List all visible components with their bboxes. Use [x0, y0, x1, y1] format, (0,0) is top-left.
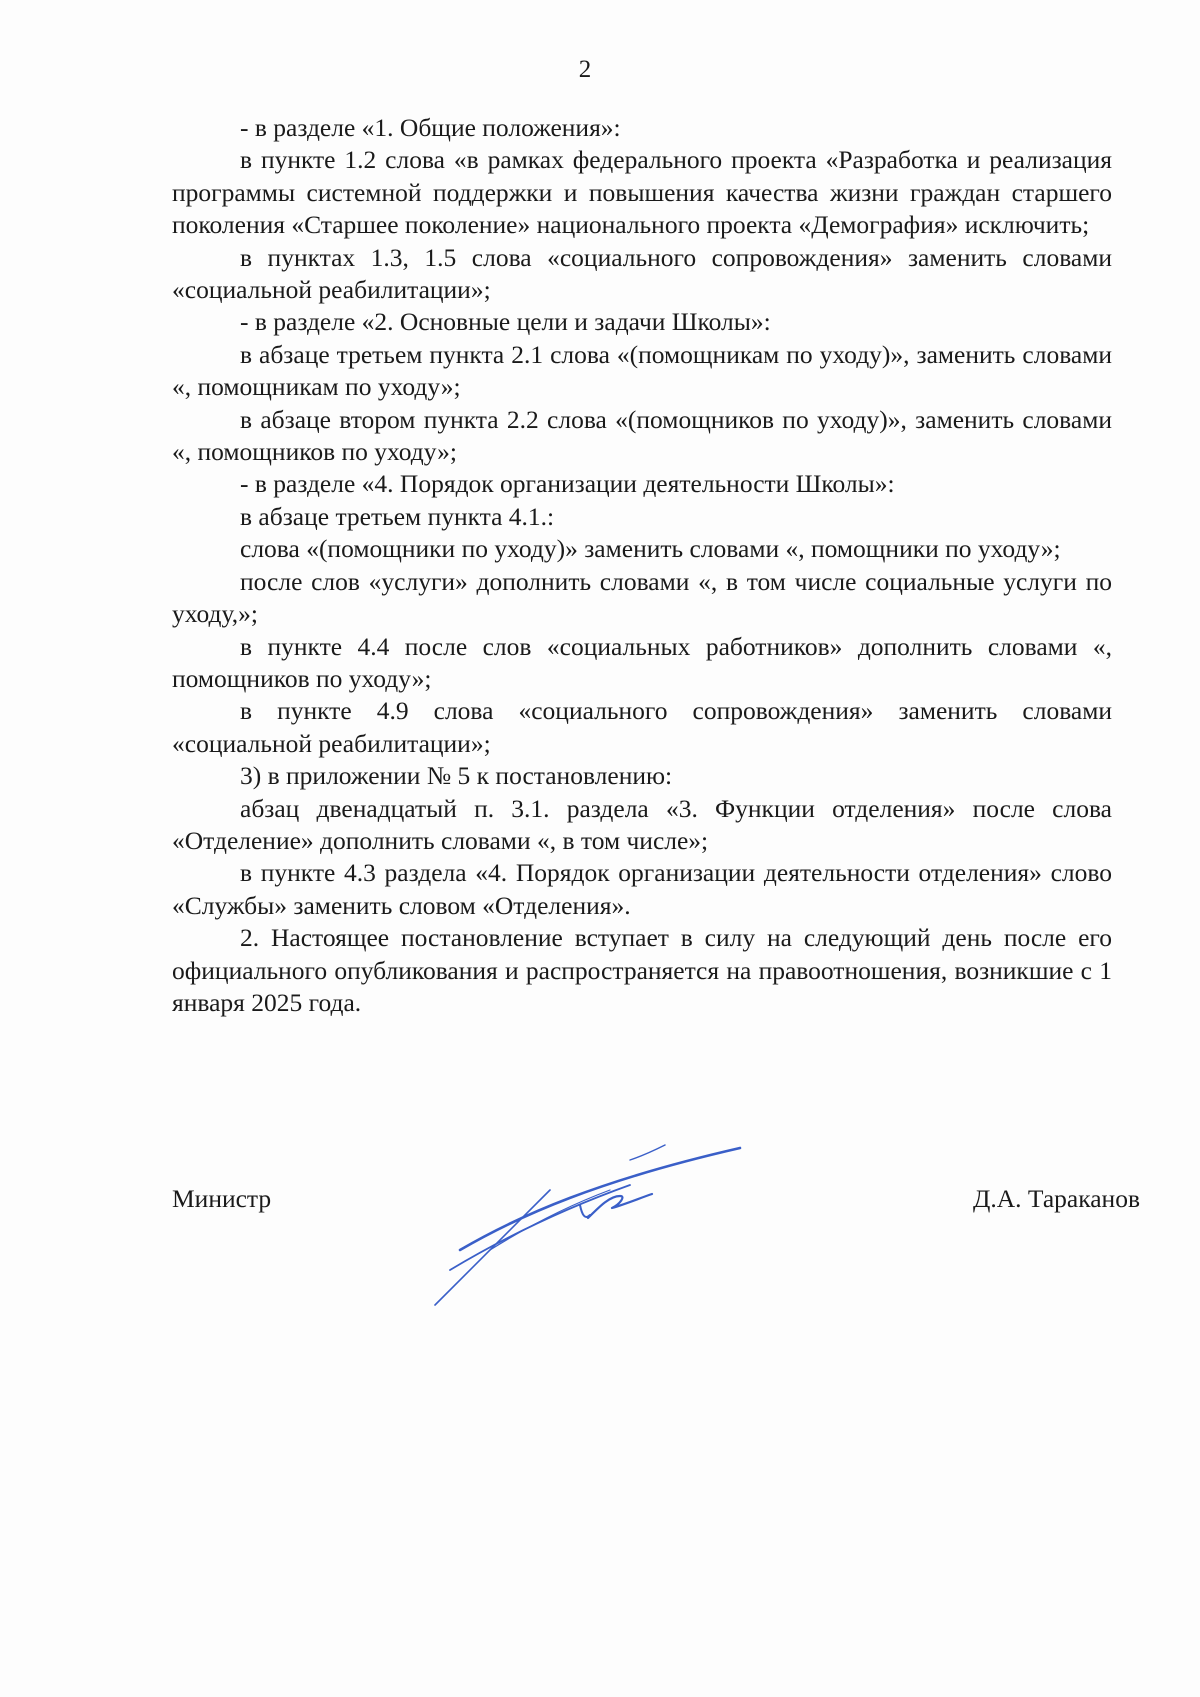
signer-name: Д.А. Тараканов [972, 1184, 1140, 1213]
paragraph: в пункте 1.2 слова «в рамках федерального проекта «Разработка и реализация программы системной поддержки и повышения качества жизни граждан старшего поколения «Старшее поколение» национального проекта «Демография» исключить; [172, 145, 1112, 240]
paragraph: в абзаце третьем пункта 2.1 слова «(помощникам по уходу)», заменить словами «, помощникам по уходу»; [172, 339, 1112, 402]
paragraph: слова «(помощники по уходу)» заменить словами «, помощники по уходу»; [240, 534, 1061, 564]
paragraph: в абзаце втором пункта 2.2 слова «(помощников по уходу)», заменить словами «, помощников по уходу»; [172, 404, 1112, 467]
signature-block [172, 1184, 1140, 1224]
page-number: 2 [578, 56, 592, 83]
paragraph: в абзаце третьем пункта 4.1.: [240, 501, 555, 531]
paragraph: 2. Настоящее постановление вступает в силу на следующий день после его официального опубликования и распространяется на правоотношения, возникшие с 1 января 2025 года. [172, 923, 1112, 1017]
document-body [172, 112, 1112, 1019]
paragraph: 3) в приложении № 5 к постановлению: [240, 761, 673, 791]
paragraph: - в разделе «4. Порядок организации деятельности Школы»: [240, 469, 895, 499]
paragraph: в пунктах 1.3, 1.5 слова «социального сопровождения» заменить словами «социальной реабилитации»; [172, 242, 1112, 305]
paragraph: после слов «услуги» дополнить словами «, в том числе социальные услуги по уходу,»; [172, 566, 1112, 629]
paragraph: - в разделе «2. Основные цели и задачи Школы»: [240, 307, 771, 337]
paragraph: в пункте 4.4 после слов «социальных работников» дополнить словами «, помощников по уходу»; [172, 631, 1112, 693]
paragraph: абзац двенадцатый п. 3.1. раздела «3. Функции отделения» после слова «Отделение» дополнить словами «, в том числе»; [172, 793, 1112, 855]
paragraph: - в разделе «1. Общие положения»: [240, 113, 621, 142]
paragraph: в пункте 4.3 раздела «4. Порядок организации деятельности отделения» слово «Службы» заменить словом «Отделения». [172, 858, 1112, 920]
paragraph: в пункте 4.9 слова «социального сопровождения» заменить словами «социальной реабилитации»; [172, 696, 1112, 758]
signer-position: Министр [172, 1184, 272, 1213]
